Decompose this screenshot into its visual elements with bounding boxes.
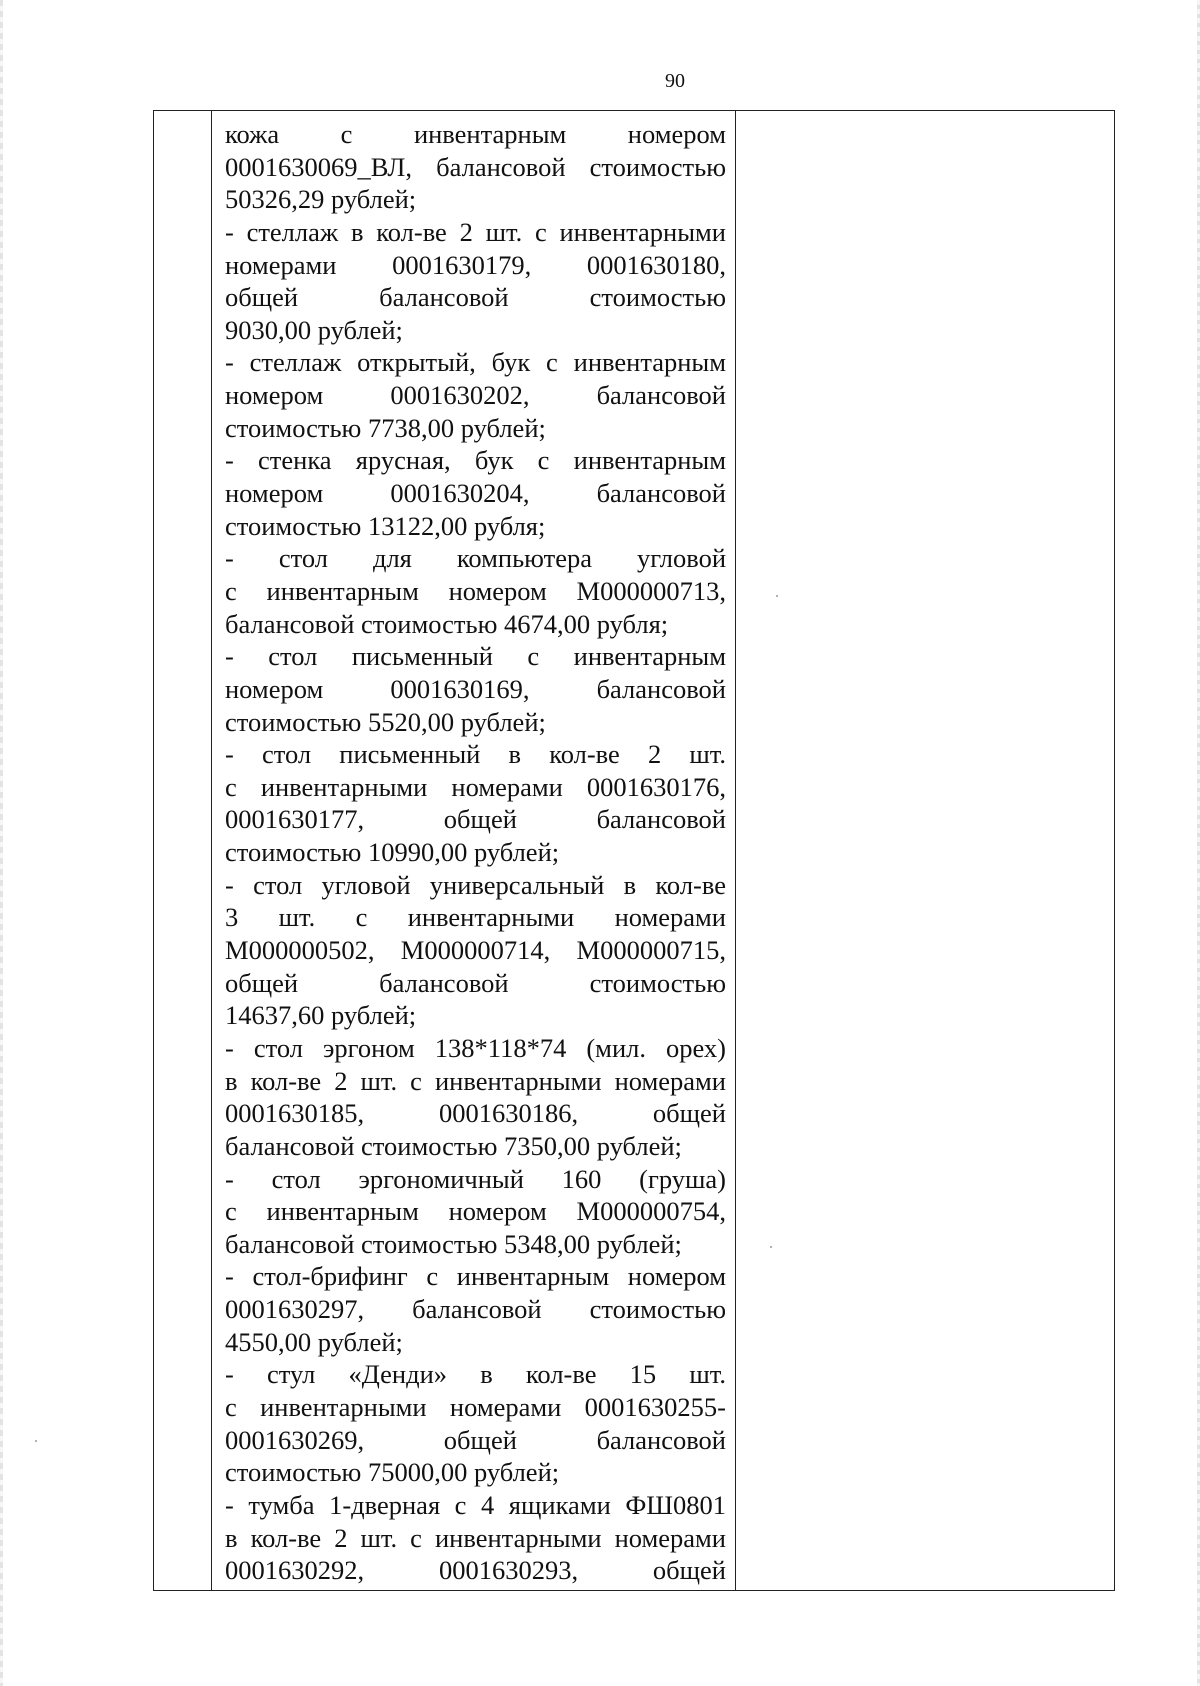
description-line: общей балансовой стоимостью [225,282,726,313]
description-line: М000000502, М000000714, М000000715, [225,935,726,966]
description-line: 0001630177, общей балансовой [225,804,726,835]
table-column-number [154,111,212,1590]
description-line: - стол письменный в кол-ве 2 шт. [225,739,726,770]
description-line: - стеллаж открытый, бук с инвентарным [225,347,726,378]
description-line: стоимостью 5520,00 рублей; [225,706,546,737]
description-line: - стол эргономичный 160 (груша) [225,1163,726,1194]
description-line: 3 шт. с инвентарными номерами [225,902,726,933]
description-line: 0001630292, 0001630293, общей [225,1555,726,1586]
description-line: - стол эргоном 138*118*74 (мил. орех) [225,1032,726,1063]
table-cell-description [212,111,736,1590]
description-line: стоимостью 7738,00 рублей; [225,412,546,443]
description-line: балансовой стоимостью 7350,00 рублей; [225,1130,682,1161]
description-line: 4550,00 рублей; [225,1326,403,1357]
description-line: в кол-ве 2 шт. с инвентарными номерами [225,1065,726,1096]
description-line: - стол-брифинг с инвентарным номером [225,1261,726,1292]
description-line: 9030,00 рублей; [225,314,403,345]
scan-speck [770,1246,772,1248]
description-line: 50326,29 рублей; [225,184,417,215]
description-line: балансовой стоимостью 5348,00 рублей; [225,1228,682,1259]
description-line: номером 0001630202, балансовой [225,380,726,411]
scan-speck [35,1440,37,1442]
description-line: номерами 0001630179, 0001630180, [225,249,726,280]
description-line: 0001630297, балансовой стоимостью [225,1294,726,1325]
page-number: 90 [665,70,685,92]
description-line: 0001630269, общей балансовой [225,1424,726,1455]
description-line: номером 0001630204, балансовой [225,478,726,509]
description-line: - стул «Денди» в кол-ве 15 шт. [225,1359,726,1390]
description-line: 0001630069_ВЛ, балансовой стоимостью [225,151,726,182]
description-line: 14637,60 рублей; [225,1000,417,1031]
description-line: с инвентарным номером М000000713, [225,575,726,606]
table-column-note [736,111,1114,1590]
description-line: - стенка ярусная, бук с инвентарным [225,445,726,476]
description-line: стоимостью 10990,00 рублей; [225,837,560,868]
description-line: с инвентарными номерами 0001630255- [225,1391,726,1422]
description-line: кожа с инвентарным номером [225,119,726,149]
description-line: номером 0001630169, балансовой [225,673,726,704]
description-line: - стол письменный с инвентарным [225,641,726,672]
scan-speck [776,595,778,597]
description-line: общей балансовой стоимостью [225,967,726,998]
description-line: стоимостью 75000,00 рублей; [225,1457,560,1488]
description-line: с инвентарными номерами 0001630176, [225,771,726,802]
description-line: - стол угловой универсальный в кол-ве [225,869,726,900]
description-line: балансовой стоимостью 4674,00 рубля; [225,608,669,639]
description-line: стоимостью 13122,00 рубля; [225,510,546,541]
description-line: с инвентарным номером М000000754, [225,1196,726,1227]
description-line: - стеллаж в кол-ве 2 шт. с инвентарными [225,216,726,247]
description-line: в кол-ве 2 шт. с инвентарными номерами [225,1522,726,1553]
description-line: - стол для компьютера угловой [225,543,726,574]
inventory-table [153,110,1115,1591]
description-line: - тумба 1-дверная с 4 ящиками ФШ0801 [225,1489,726,1520]
description-line: 0001630185, 0001630186, общей [225,1098,726,1129]
scan-edge-left [0,0,3,1686]
